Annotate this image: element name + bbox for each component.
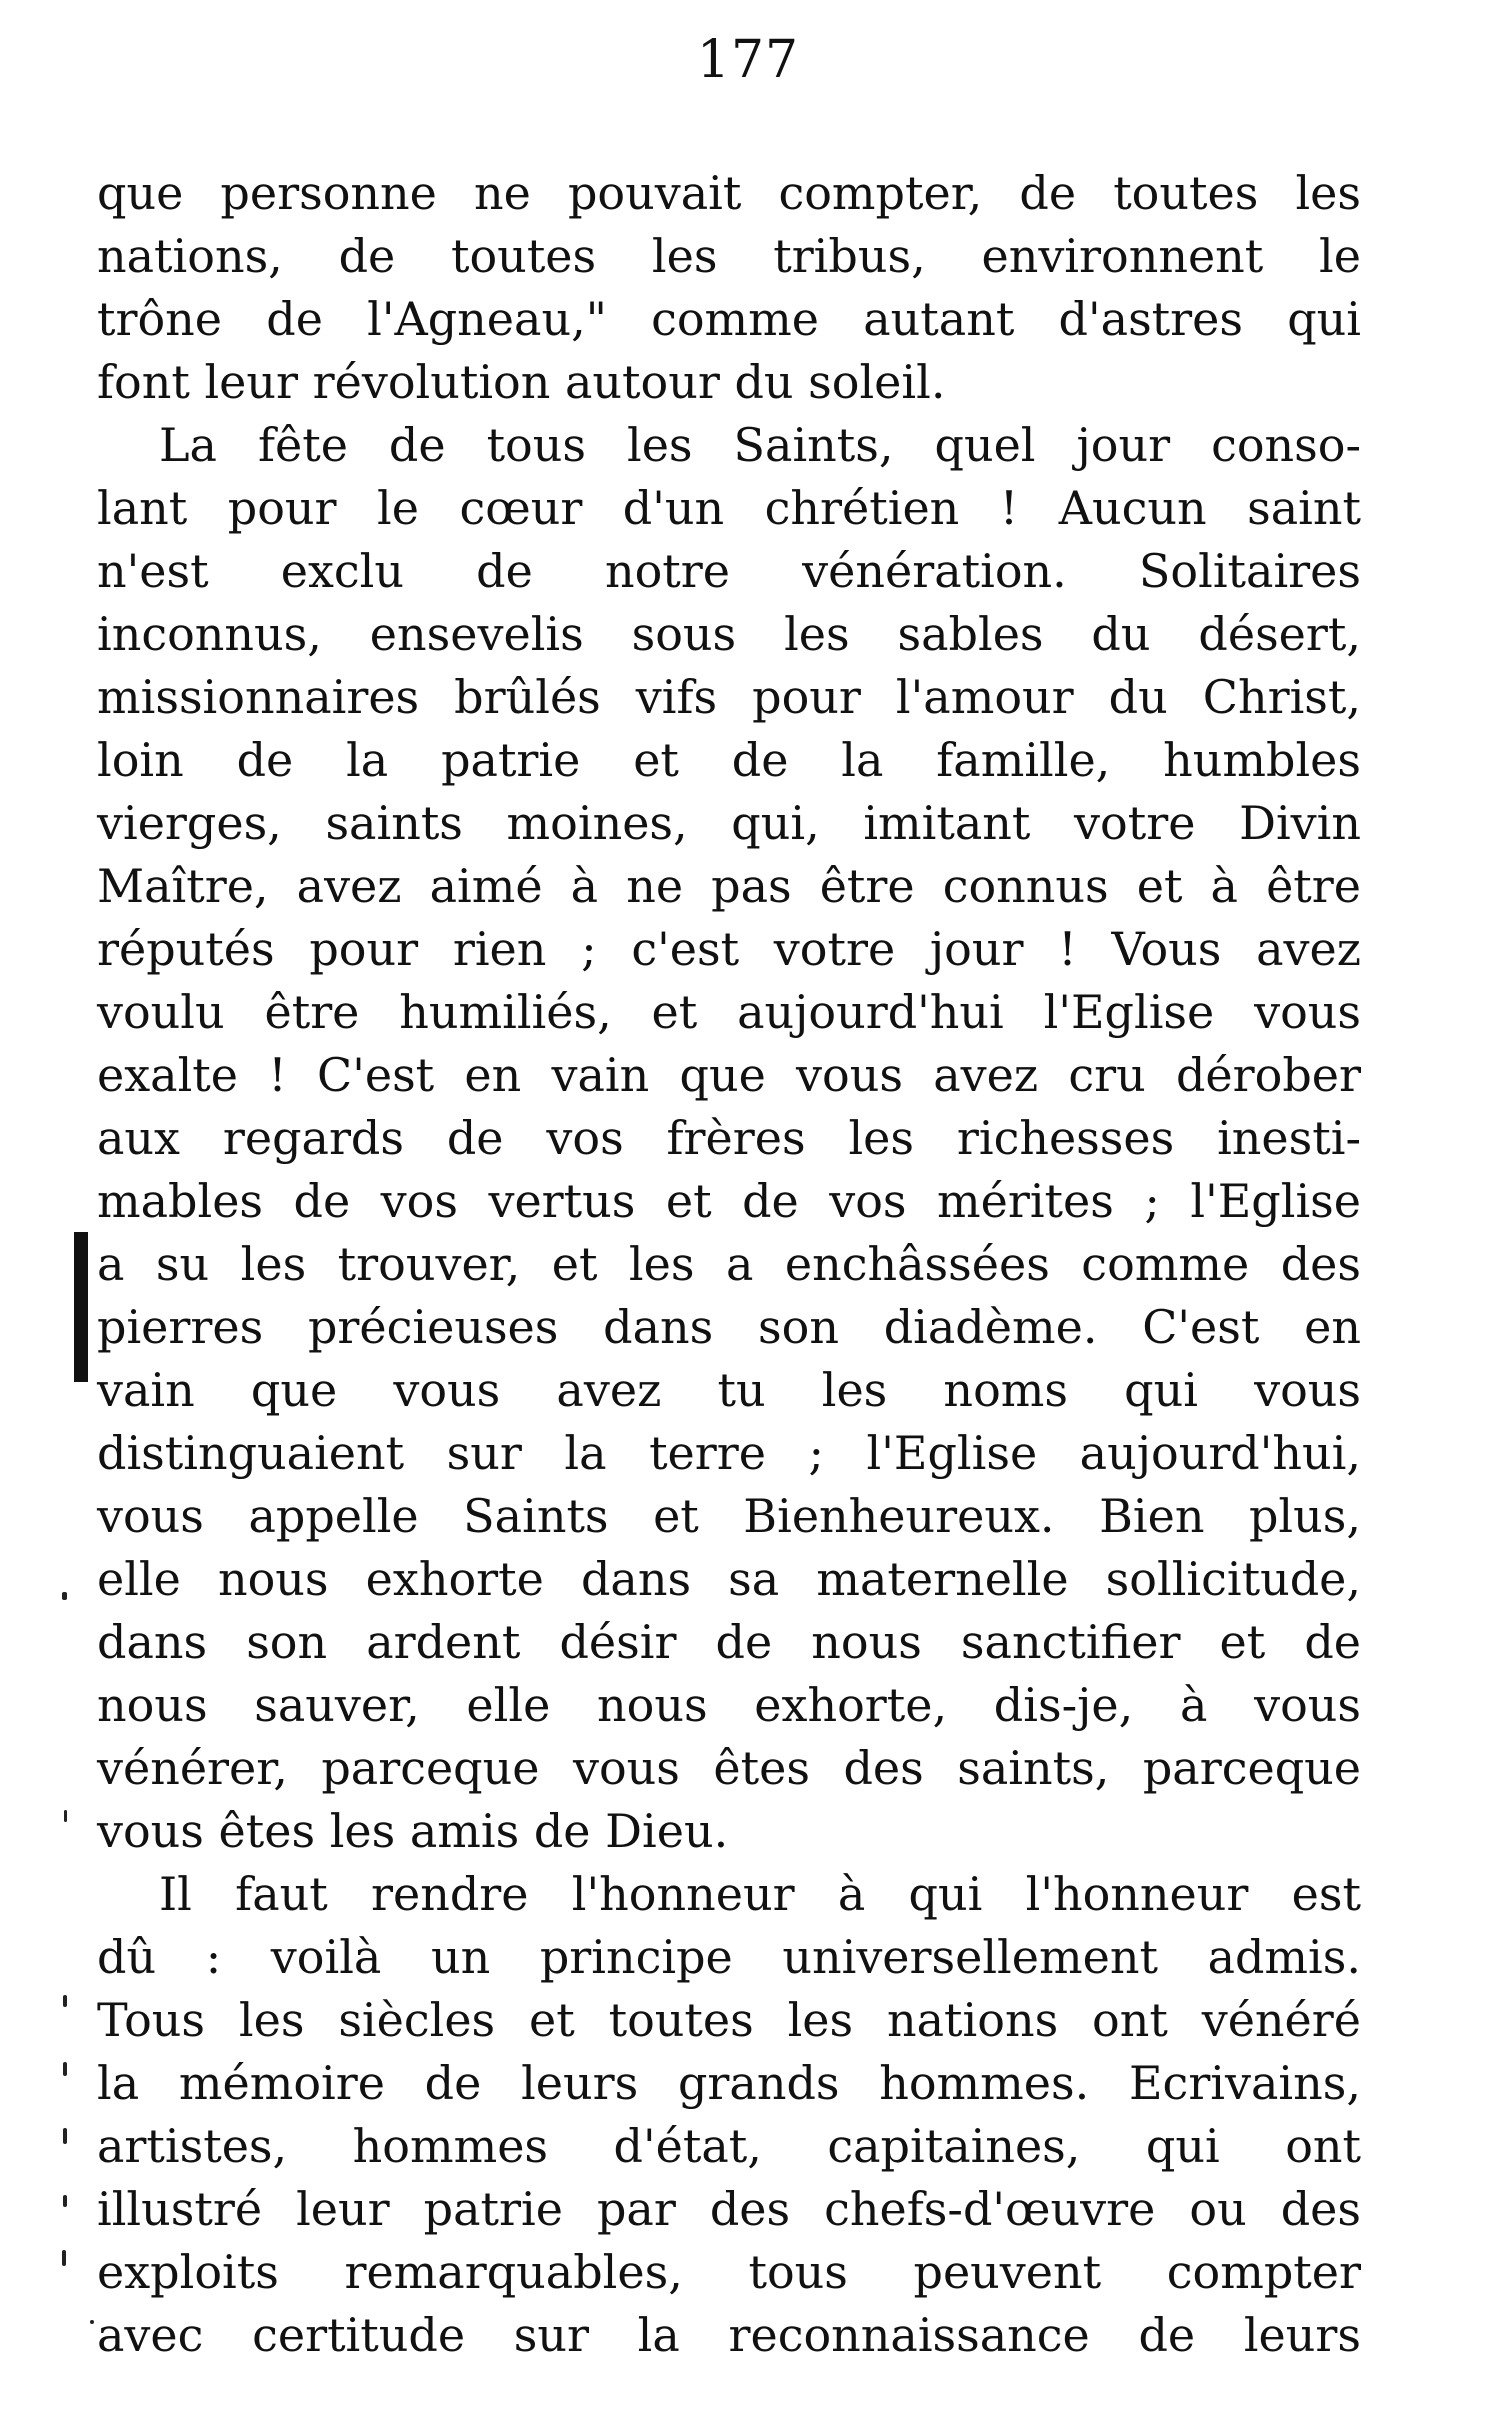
text-line: trône de l'Agneau," comme autant d'astres qui [97, 292, 1361, 346]
text-line: la mémoire de leurs grands hommes. Ecrivains, [97, 2056, 1361, 2110]
text-line: pierres précieuses dans son diadème. C'est en [97, 1300, 1361, 1354]
text-line: vain que vous avez tu les noms qui vous [97, 1363, 1361, 1417]
text-line: vous êtes les amis de Dieu. [97, 1804, 729, 1858]
text-line: exalte ! C'est en vain que vous avez cru dérober [97, 1048, 1361, 1102]
text-line: distinguaient sur la terre ; l'Eglise aujourd'hui, [97, 1426, 1361, 1480]
text-line: Tous les siècles et toutes les nations ont vénéré [97, 1993, 1361, 2047]
text-line: voulu être humiliés, et aujourd'hui l'Eglise vous [97, 985, 1361, 1039]
margin-bar [74, 1232, 88, 1382]
text-line: artistes, hommes d'état, capitaines, qui ont [97, 2119, 1361, 2173]
text-line: nous sauver, elle nous exhorte, dis-je, à vous [97, 1678, 1361, 1732]
text-line: Il faut rendre l'honneur à qui l'honneur est [159, 1867, 1361, 1921]
text-line: avec certitude sur la reconnaissance de leurs [97, 2308, 1361, 2362]
text-line: a su les trouver, et les a enchâssées comme des [97, 1237, 1361, 1291]
text-line: nations, de toutes les tribus, environnent le [97, 229, 1361, 283]
margin-speck [63, 2062, 67, 2076]
text-line: La fête de tous les Saints, quel jour conso- [159, 418, 1361, 472]
text-line: font leur révolution autour du soleil. [97, 355, 946, 409]
text-line: lant pour le cœur d'un chrétien ! Aucun saint [97, 481, 1361, 535]
text-line: vierges, saints moines, qui, imitant votre Divin [97, 796, 1361, 850]
margin-speck [63, 2128, 67, 2144]
text-line: vénérer, parceque vous êtes des saints, parceque [97, 1741, 1361, 1795]
text-line: loin de la patrie et de la famille, humbles [97, 733, 1361, 787]
text-line: exploits remarquables, tous peuvent compter [97, 2245, 1361, 2299]
text-line: que personne ne pouvait compter, de toutes les [97, 166, 1361, 220]
text-line: vous appelle Saints et Bienheureux. Bien plus, [97, 1489, 1361, 1543]
text-line: réputés pour rien ; c'est votre jour ! Vous avez [97, 922, 1361, 976]
margin-speck [62, 2250, 66, 2266]
margin-speck [90, 2320, 94, 2324]
margin-speck [64, 1810, 67, 1822]
text-line: missionnaires brûlés vifs pour l'amour du Christ, [97, 670, 1361, 724]
page-number: 177 [696, 30, 800, 90]
text-line: dû : voilà un principe universellement admis. [97, 1930, 1361, 1984]
margin-speck [63, 1995, 67, 2007]
body-text [97, 162, 1361, 2367]
text-line: dans son ardent désir de nous sanctifier et de [97, 1615, 1361, 1669]
text-line: n'est exclu de notre vénération. Solitaires [97, 544, 1361, 598]
text-line: inconnus, ensevelis sous les sables du désert, [97, 607, 1361, 661]
text-line: aux regards de vos frères les richesses inesti- [97, 1111, 1361, 1165]
text-line: elle nous exhorte dans sa maternelle sollicitude, [97, 1552, 1361, 1606]
text-line: illustré leur patrie par des chefs-d'œuvre ou des [97, 2182, 1361, 2236]
text-line: Maître, avez aimé à ne pas être connus et à être [97, 859, 1361, 913]
margin-speck [63, 2195, 67, 2207]
margin-speck [62, 1592, 67, 1600]
text-line: mables de vos vertus et de vos mérites ; l'Eglise [97, 1174, 1361, 1228]
